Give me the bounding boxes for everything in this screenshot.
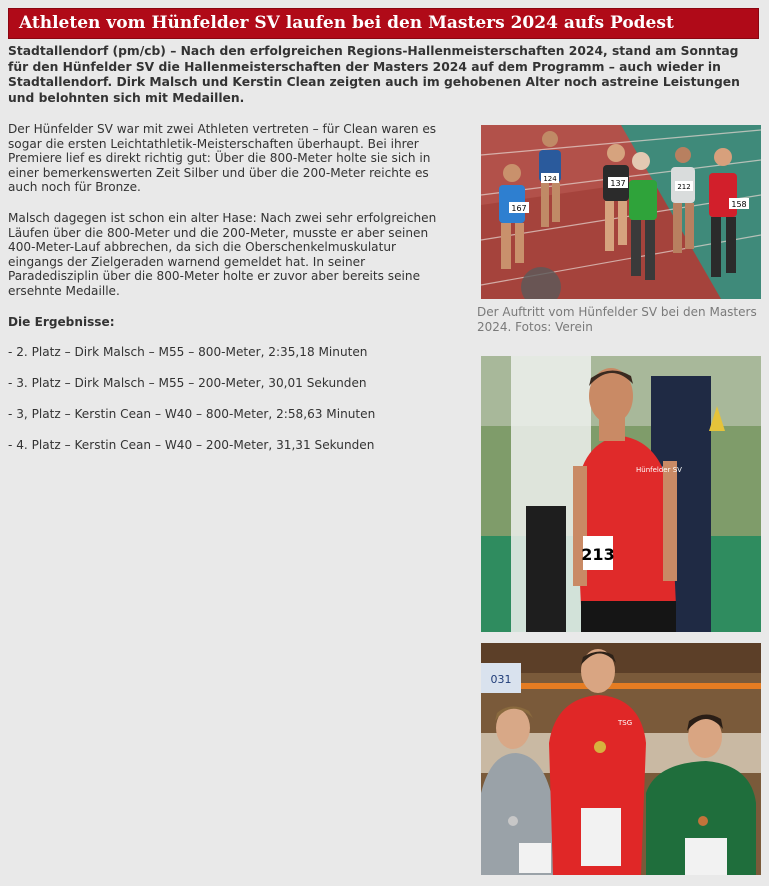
- photo-caption: Der Auftritt vom Hünfelder SV bei den Masters 2024. Fotos: Verein: [477, 305, 757, 334]
- article-lead: Stadtallendorf (pm/cb) – Nach den erfolgreichen Regions-Hallenmeisterschaften 2024, stand am Sonntag für den Hünfelder SV die Hallenmeisterschaften der Masters 2024 auf dem Programm – auch wieder in Stadtallendorf. Dirk Malsch und Kerstin Clean zeigten auch im gehobenen Alter noch astreine Leistungen und belohnten sich mit Medaillen.: [8, 44, 740, 105]
- race-bib: 212: [677, 183, 691, 191]
- podium-photo[interactable]: [481, 643, 761, 875]
- podium-shirt-text: TSG: [618, 719, 633, 727]
- result-item: - 2. Platz – Dirk Malsch – M55 – 800-Meter, 2:35,18 Minuten: [8, 345, 368, 360]
- article-title: Athleten vom Hünfelder SV laufen bei den Masters 2024 aufs Podest: [8, 8, 759, 39]
- race-photo[interactable]: [481, 125, 761, 299]
- result-item: - 3, Platz – Kerstin Cean – W40 – 800-Meter, 2:58,63 Minuten: [8, 407, 376, 422]
- portrait-photo[interactable]: [481, 356, 761, 632]
- paragraph-1: Der Hünfelder SV war mit zwei Athleten vertreten – für Clean waren es sogar die ersten Leichtathletik-Meisterschaften überhaupt. Bei ihrer Premiere lief es direkt richtig gut: Über die 800-Meter holte sie sich in einer bemerkenswerten Zeit Silber und über die 200-Meter reichte es auch noch für Bronze.: [8, 122, 437, 195]
- podium-number-sign: 031: [490, 673, 512, 686]
- paragraph-2: Malsch dagegen ist schon ein alter Hase: Nach zwei sehr erfolgreichen Läufen über die 800-Meter und die 200-Meter, musste er aber seinen 400-Meter-Lauf abbrechen, da sich die Oberschenkelmuskulatur eingangs der Zielgeraden warnend gemeldet hat. In seiner Paradedisziplin über die 800-Meter holte er zuvor aber bereits seine ersehnte Medaille.: [8, 210, 437, 298]
- portrait-bib: 213: [581, 545, 615, 564]
- result-item: - 3. Platz – Dirk Malsch – M55 – 200-Meter, 30,01 Sekunden: [8, 376, 367, 391]
- race-bib: 124: [543, 175, 557, 183]
- result-item: - 4. Platz – Kerstin Cean – W40 – 200-Meter, 31,31 Sekunden: [8, 438, 375, 453]
- results-heading: Die Ergebnisse:: [8, 314, 115, 329]
- race-bib: 167: [511, 204, 527, 213]
- article-body: [8, 122, 444, 469]
- race-bib: 158: [731, 200, 747, 209]
- race-bib: 137: [610, 179, 626, 188]
- portrait-shirt-text: Hünfelder SV: [636, 466, 682, 474]
